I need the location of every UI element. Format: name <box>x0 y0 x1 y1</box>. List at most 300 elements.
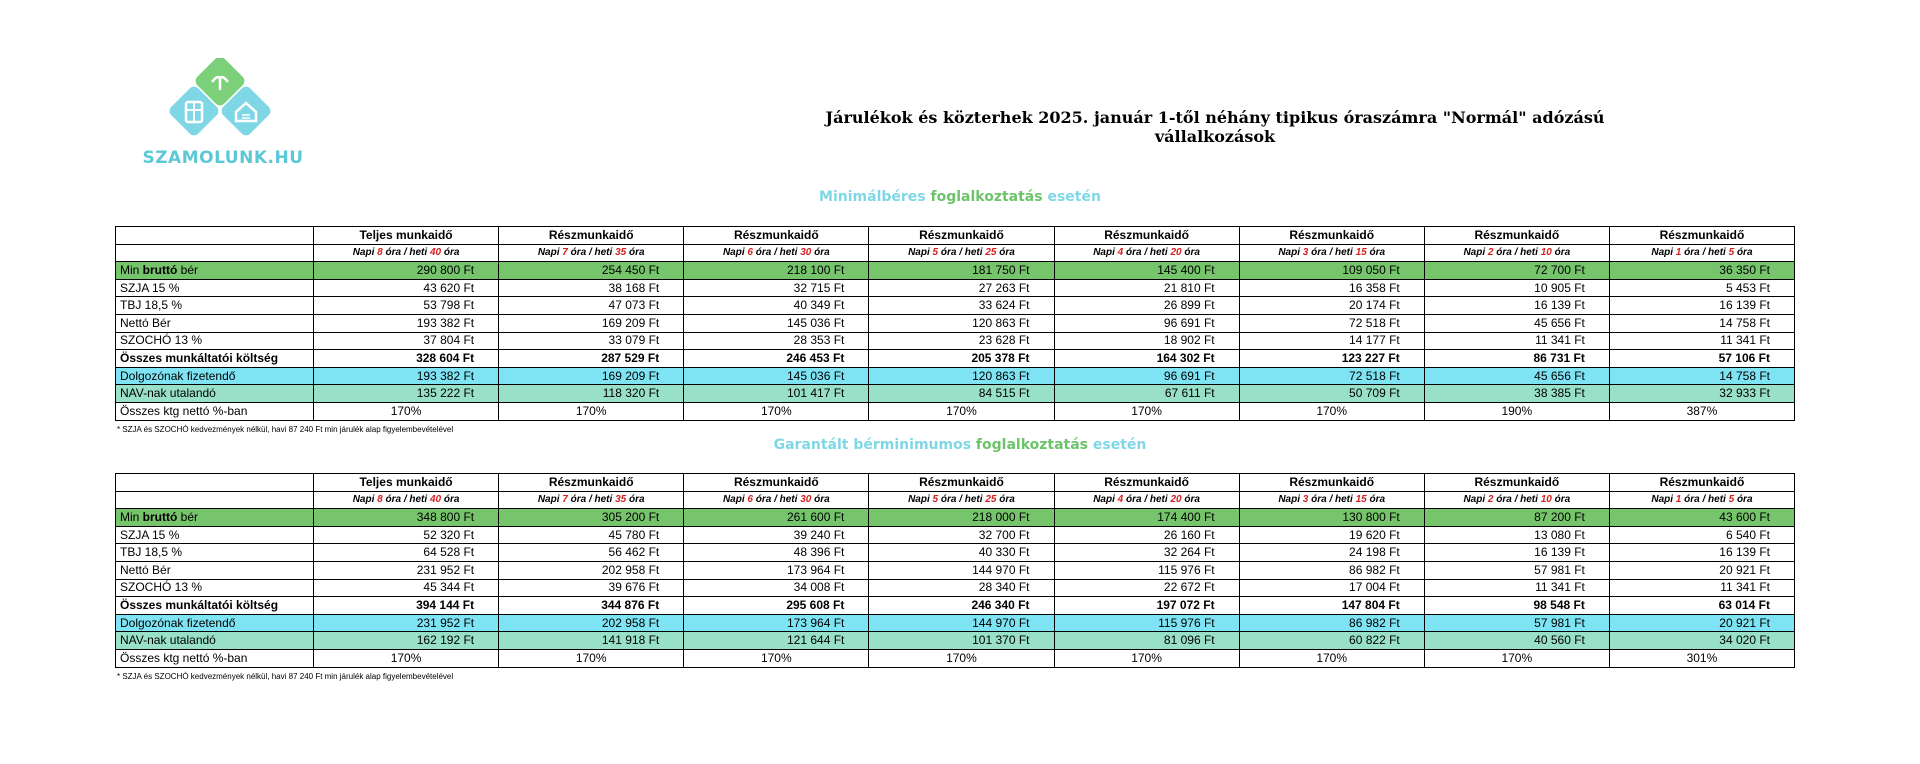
row-label-bold: bruttó <box>142 262 178 277</box>
value-cell: 87 200 Ft <box>1424 509 1609 527</box>
corner-cell <box>116 244 314 262</box>
table-row <box>116 526 1795 544</box>
row-label-text: Dolgozónak fizetendő <box>120 368 236 383</box>
column-header: Részmunkaidő <box>1424 227 1609 245</box>
napi-label: Napi <box>537 247 560 259</box>
daily-hours: 4 <box>1117 494 1124 506</box>
table-row <box>116 579 1795 597</box>
column-header: Részmunkaidő <box>499 474 684 492</box>
table-row <box>116 632 1795 650</box>
row-label <box>116 279 314 297</box>
section-title <box>0 437 1920 453</box>
value-cell: 254 450 Ft <box>499 262 684 280</box>
hours-cell <box>684 491 869 509</box>
value-cell: 246 453 Ft <box>684 350 869 368</box>
weekly-hours: 20 <box>1170 247 1182 259</box>
value-cell: 45 780 Ft <box>499 526 684 544</box>
ora-heti-label: óra / heti <box>940 247 983 259</box>
ora-label: óra <box>1369 494 1386 506</box>
column-header: Részmunkaidő <box>1239 227 1424 245</box>
value-cell: 144 970 Ft <box>869 614 1054 632</box>
row-label-text: Összes munkáltatói költség <box>120 597 279 612</box>
value-cell: 202 958 Ft <box>499 561 684 579</box>
column-header: Teljes munkaidő <box>314 474 499 492</box>
value-cell: 16 139 Ft <box>1609 297 1794 315</box>
napi-label: Napi <box>1278 494 1300 506</box>
row-label-text: TBJ 18,5 % <box>120 298 183 313</box>
column-header: Részmunkaidő <box>1424 474 1609 492</box>
value-cell: 170% <box>314 402 499 420</box>
table-row <box>116 262 1795 280</box>
value-cell: 53 798 Ft <box>314 297 499 315</box>
value-cell: 98 548 Ft <box>1424 597 1609 615</box>
value-cell: 145 036 Ft <box>684 314 869 332</box>
daily-hours: 5 <box>932 247 939 259</box>
value-cell: 109 050 Ft <box>1239 262 1424 280</box>
value-cell: 33 624 Ft <box>869 297 1054 315</box>
value-cell: 173 964 Ft <box>684 561 869 579</box>
row-label-text: NAV-nak utalandó <box>120 386 216 401</box>
ora-heti-label: óra / heti <box>570 247 613 259</box>
ora-label: óra <box>999 247 1015 259</box>
weekly-hours: 25 <box>985 247 997 259</box>
value-cell: 86 982 Ft <box>1239 614 1424 632</box>
value-cell: 170% <box>1239 402 1424 420</box>
value-cell: 123 227 Ft <box>1239 350 1424 368</box>
value-cell: 22 672 Ft <box>1054 579 1239 597</box>
value-cell: 141 918 Ft <box>499 632 684 650</box>
weekly-hours: 15 <box>1355 247 1367 259</box>
value-cell: 348 800 Ft <box>314 509 499 527</box>
value-cell: 120 863 Ft <box>869 314 1054 332</box>
ora-heti-label: óra / heti <box>570 494 613 506</box>
value-cell: 16 139 Ft <box>1609 544 1794 562</box>
weekly-hours: 5 <box>1728 494 1735 506</box>
value-cell: 64 528 Ft <box>314 544 499 562</box>
value-cell: 26 160 Ft <box>1054 526 1239 544</box>
row-label-text: Összes munkáltatói költség <box>120 350 279 365</box>
row-label-text: Nettó Bér <box>120 315 171 330</box>
row-label <box>116 632 314 650</box>
ora-label: óra <box>628 247 645 259</box>
value-cell: 33 079 Ft <box>499 332 684 350</box>
ora-label: óra <box>628 494 645 506</box>
value-cell: 34 020 Ft <box>1609 632 1794 650</box>
corner-cell <box>116 474 314 492</box>
value-cell: 32 264 Ft <box>1054 544 1239 562</box>
value-cell: 14 758 Ft <box>1609 367 1794 385</box>
value-cell: 60 822 Ft <box>1239 632 1424 650</box>
daily-hours: 1 <box>1675 494 1682 506</box>
napi-label: Napi <box>722 494 745 506</box>
value-cell: 170% <box>1239 649 1424 667</box>
row-label-bold: bruttó <box>142 509 178 524</box>
value-cell: 28 340 Ft <box>869 579 1054 597</box>
ora-label: óra <box>1369 247 1386 259</box>
ora-label: óra <box>814 494 830 506</box>
value-cell: 170% <box>499 402 684 420</box>
value-cell: 170% <box>1424 649 1609 667</box>
daily-hours: 7 <box>562 247 568 259</box>
value-cell: 290 800 Ft <box>314 262 499 280</box>
header-row <box>116 227 1795 245</box>
column-header: Részmunkaidő <box>684 227 869 245</box>
weekly-hours: 40 <box>429 494 442 506</box>
napi-label: Napi <box>1093 247 1115 259</box>
ora-heti-label: óra / heti <box>1125 247 1168 259</box>
value-cell: 170% <box>684 649 869 667</box>
value-cell: 193 382 Ft <box>314 314 499 332</box>
ora-label: óra <box>1184 494 1200 506</box>
column-header: Teljes munkaidő <box>314 227 499 245</box>
row-label <box>116 614 314 632</box>
row-label-text: Min <box>120 509 143 524</box>
hours-cell <box>869 491 1054 509</box>
row-label <box>116 402 314 420</box>
section-title-part: Garantált bérminimumos <box>773 437 976 453</box>
hours-cell <box>1054 244 1239 262</box>
value-cell: 38 168 Ft <box>499 279 684 297</box>
table-row <box>116 350 1795 368</box>
footnote: * SZJA és SZOCHÓ kedvezmények nélkül, havi 87 240 Ft min járulék alap figyelembevételével <box>117 672 454 681</box>
daily-hours: 5 <box>932 494 939 506</box>
value-cell: 40 349 Ft <box>684 297 869 315</box>
value-cell: 170% <box>314 649 499 667</box>
weekly-hours: 5 <box>1728 247 1735 259</box>
daily-hours: 8 <box>377 494 383 506</box>
ora-heti-label: óra / heti <box>1311 247 1353 259</box>
value-cell: 96 691 Ft <box>1054 314 1239 332</box>
ora-heti-label: óra / heti <box>1684 247 1726 259</box>
value-cell: 170% <box>684 402 869 420</box>
hours-cell <box>1609 244 1794 262</box>
napi-label: Napi <box>1278 247 1300 259</box>
table-row <box>116 314 1795 332</box>
value-cell: 43 600 Ft <box>1609 509 1794 527</box>
value-cell: 86 982 Ft <box>1239 561 1424 579</box>
value-cell: 16 139 Ft <box>1424 544 1609 562</box>
table-row <box>116 297 1795 315</box>
value-cell: 45 656 Ft <box>1424 314 1609 332</box>
napi-label: Napi <box>1651 494 1674 506</box>
column-header: Részmunkaidő <box>1239 474 1424 492</box>
value-cell: 169 209 Ft <box>499 314 684 332</box>
ora-heti-label: óra / heti <box>1496 494 1538 506</box>
value-cell: 190% <box>1424 402 1609 420</box>
section-title-part: esetén <box>1042 189 1101 205</box>
column-header: Részmunkaidő <box>1609 474 1794 492</box>
value-cell: 81 096 Ft <box>1054 632 1239 650</box>
table-row <box>116 544 1795 562</box>
napi-label: Napi <box>1463 494 1486 506</box>
table-row <box>116 385 1795 403</box>
value-cell: 84 515 Ft <box>869 385 1054 403</box>
value-cell: 39 240 Ft <box>684 526 869 544</box>
ora-label: óra <box>1554 494 1571 506</box>
value-cell: 5 453 Ft <box>1609 279 1794 297</box>
value-cell: 16 139 Ft <box>1424 297 1609 315</box>
daily-hours: 2 <box>1487 247 1494 259</box>
hours-row <box>116 491 1795 509</box>
value-cell: 17 004 Ft <box>1239 579 1424 597</box>
daily-hours: 6 <box>747 247 753 259</box>
daily-hours: 3 <box>1302 247 1309 259</box>
column-header: Részmunkaidő <box>869 227 1054 245</box>
value-cell: 39 676 Ft <box>499 579 684 597</box>
value-cell: 57 981 Ft <box>1424 561 1609 579</box>
value-cell: 169 209 Ft <box>499 367 684 385</box>
hours-cell <box>1239 491 1424 509</box>
document-title <box>0 108 1920 146</box>
value-cell: 162 192 Ft <box>314 632 499 650</box>
value-cell: 101 417 Ft <box>684 385 869 403</box>
row-label <box>116 332 314 350</box>
row-label <box>116 297 314 315</box>
value-cell: 287 529 Ft <box>499 350 684 368</box>
value-cell: 40 330 Ft <box>869 544 1054 562</box>
hours-cell <box>1424 244 1609 262</box>
value-cell: 32 700 Ft <box>869 526 1054 544</box>
value-cell: 145 036 Ft <box>684 367 869 385</box>
ora-heti-label: óra / heti <box>1684 494 1726 506</box>
weekly-hours: 35 <box>615 247 627 259</box>
hours-cell <box>1609 491 1794 509</box>
napi-label: Napi <box>1651 247 1674 259</box>
value-cell: 118 320 Ft <box>499 385 684 403</box>
value-cell: 170% <box>499 649 684 667</box>
value-cell: 19 620 Ft <box>1239 526 1424 544</box>
section-title-part: foglalkoztatás <box>975 437 1089 453</box>
value-cell: 170% <box>1054 649 1239 667</box>
value-cell: 197 072 Ft <box>1054 597 1239 615</box>
value-cell: 135 222 Ft <box>314 385 499 403</box>
table-row <box>116 279 1795 297</box>
value-cell: 57 106 Ft <box>1609 350 1794 368</box>
value-cell: 295 608 Ft <box>684 597 869 615</box>
weekly-hours: 30 <box>800 247 812 259</box>
daily-hours: 7 <box>562 494 568 506</box>
section-title-part: foglalkoztatás <box>930 189 1043 205</box>
row-label-text: Dolgozónak fizetendő <box>120 615 236 630</box>
section-title-part: esetén <box>1088 437 1147 453</box>
ora-label: óra <box>814 247 830 259</box>
row-label-text: NAV-nak utalandó <box>120 633 216 648</box>
value-cell: 26 899 Ft <box>1054 297 1239 315</box>
weekly-hours: 15 <box>1355 494 1367 506</box>
value-cell: 11 341 Ft <box>1609 579 1794 597</box>
row-label-suffix: bér <box>177 509 199 524</box>
value-cell: 32 933 Ft <box>1609 385 1794 403</box>
hours-cell <box>1239 244 1424 262</box>
ora-label: óra <box>1184 247 1200 259</box>
value-cell: 34 008 Ft <box>684 579 869 597</box>
hours-cell <box>499 244 684 262</box>
row-label <box>116 509 314 527</box>
value-cell: 6 540 Ft <box>1609 526 1794 544</box>
ora-label: óra <box>1554 247 1571 259</box>
ora-heti-label: óra / heti <box>1125 494 1168 506</box>
value-cell: 40 560 Ft <box>1424 632 1609 650</box>
weekly-hours: 10 <box>1540 247 1552 259</box>
hours-cell <box>684 244 869 262</box>
weekly-hours: 25 <box>985 494 997 506</box>
value-cell: 72 518 Ft <box>1239 314 1424 332</box>
logo-text: SZAMOLUNK.HU <box>142 148 304 168</box>
value-cell: 11 341 Ft <box>1424 332 1609 350</box>
hours-cell <box>1054 491 1239 509</box>
cost-table <box>115 473 1795 668</box>
section-title-part: Minimálbéres <box>819 189 931 205</box>
ora-label: óra <box>999 494 1015 506</box>
value-cell: 11 341 Ft <box>1609 332 1794 350</box>
value-cell: 344 876 Ft <box>499 597 684 615</box>
value-cell: 305 200 Ft <box>499 509 684 527</box>
value-cell: 24 198 Ft <box>1239 544 1424 562</box>
value-cell: 72 700 Ft <box>1424 262 1609 280</box>
daily-hours: 6 <box>747 494 753 506</box>
value-cell: 28 353 Ft <box>684 332 869 350</box>
weekly-hours: 10 <box>1540 494 1552 506</box>
row-label <box>116 350 314 368</box>
value-cell: 20 921 Ft <box>1609 614 1794 632</box>
value-cell: 218 100 Ft <box>684 262 869 280</box>
value-cell: 10 905 Ft <box>1424 279 1609 297</box>
value-cell: 115 976 Ft <box>1054 614 1239 632</box>
napi-label: Napi <box>1463 247 1486 259</box>
row-label <box>116 579 314 597</box>
row-label-suffix: bér <box>177 262 199 277</box>
value-cell: 193 382 Ft <box>314 367 499 385</box>
value-cell: 67 611 Ft <box>1054 385 1239 403</box>
weekly-hours: 40 <box>429 247 442 259</box>
column-header: Részmunkaidő <box>1609 227 1794 245</box>
value-cell: 115 976 Ft <box>1054 561 1239 579</box>
napi-label: Napi <box>352 494 375 506</box>
row-label-text: Összes ktg nettó %-ban <box>120 650 248 665</box>
ora-heti-label: óra / heti <box>1311 494 1353 506</box>
value-cell: 57 981 Ft <box>1424 614 1609 632</box>
ora-heti-label: óra / heti <box>755 247 798 259</box>
weekly-hours: 35 <box>615 494 627 506</box>
value-cell: 21 810 Ft <box>1054 279 1239 297</box>
header-row <box>116 474 1795 492</box>
value-cell: 72 518 Ft <box>1239 367 1424 385</box>
value-cell: 20 174 Ft <box>1239 297 1424 315</box>
hours-cell <box>314 491 499 509</box>
value-cell: 121 644 Ft <box>684 632 869 650</box>
column-header: Részmunkaidő <box>499 227 684 245</box>
daily-hours: 4 <box>1117 247 1124 259</box>
value-cell: 202 958 Ft <box>499 614 684 632</box>
row-label <box>116 385 314 403</box>
row-label <box>116 649 314 667</box>
row-label <box>116 526 314 544</box>
ora-heti-label: óra / heti <box>385 247 428 259</box>
table-row <box>116 367 1795 385</box>
value-cell: 36 350 Ft <box>1609 262 1794 280</box>
napi-label: Napi <box>722 247 745 259</box>
document-title-text: Járulékok és közterhek 2025. január 1-től néhány tipikus óraszámra "Normál" adózású vállalkozások <box>825 108 1605 146</box>
row-label-text: SZOCHÓ 13 % <box>120 580 203 595</box>
ora-heti-label: óra / heti <box>755 494 798 506</box>
value-cell: 301% <box>1609 649 1794 667</box>
value-cell: 170% <box>869 649 1054 667</box>
weekly-hours: 30 <box>800 494 812 506</box>
hours-cell <box>869 244 1054 262</box>
corner-cell <box>116 491 314 509</box>
section-title <box>0 189 1920 205</box>
value-cell: 174 400 Ft <box>1054 509 1239 527</box>
ora-heti-label: óra / heti <box>1496 247 1538 259</box>
row-label-text: SZOCHÓ 13 % <box>120 333 203 348</box>
value-cell: 181 750 Ft <box>869 262 1054 280</box>
ora-heti-label: óra / heti <box>385 494 428 506</box>
table-row <box>116 561 1795 579</box>
hours-cell <box>314 244 499 262</box>
value-cell: 170% <box>1054 402 1239 420</box>
value-cell: 38 385 Ft <box>1424 385 1609 403</box>
row-label-text: SZJA 15 % <box>120 527 180 542</box>
column-header: Részmunkaidő <box>684 474 869 492</box>
value-cell: 231 952 Ft <box>314 561 499 579</box>
napi-label: Napi <box>908 247 930 259</box>
value-cell: 43 620 Ft <box>314 279 499 297</box>
value-cell: 45 344 Ft <box>314 579 499 597</box>
value-cell: 387% <box>1609 402 1794 420</box>
row-label <box>116 367 314 385</box>
value-cell: 50 709 Ft <box>1239 385 1424 403</box>
value-cell: 63 014 Ft <box>1609 597 1794 615</box>
value-cell: 130 800 Ft <box>1239 509 1424 527</box>
hours-cell <box>1424 491 1609 509</box>
value-cell: 86 731 Ft <box>1424 350 1609 368</box>
value-cell: 170% <box>869 402 1054 420</box>
row-label-text: SZJA 15 % <box>120 280 180 295</box>
hours-cell <box>499 491 684 509</box>
value-cell: 14 177 Ft <box>1239 332 1424 350</box>
value-cell: 205 378 Ft <box>869 350 1054 368</box>
table-row <box>116 649 1795 667</box>
value-cell: 16 358 Ft <box>1239 279 1424 297</box>
table-row <box>116 597 1795 615</box>
daily-hours: 1 <box>1675 247 1682 259</box>
value-cell: 246 340 Ft <box>869 597 1054 615</box>
value-cell: 37 804 Ft <box>314 332 499 350</box>
daily-hours: 8 <box>377 247 383 259</box>
column-header: Részmunkaidő <box>1054 474 1239 492</box>
ora-heti-label: óra / heti <box>940 494 983 506</box>
row-label-text: Min <box>120 262 143 277</box>
daily-hours: 3 <box>1302 494 1309 506</box>
value-cell: 27 263 Ft <box>869 279 1054 297</box>
ora-label: óra <box>443 247 460 259</box>
row-label <box>116 597 314 615</box>
corner-cell <box>116 227 314 245</box>
napi-label: Napi <box>352 247 375 259</box>
value-cell: 96 691 Ft <box>1054 367 1239 385</box>
hours-row <box>116 244 1795 262</box>
napi-label: Napi <box>537 494 560 506</box>
table-row <box>116 614 1795 632</box>
value-cell: 147 804 Ft <box>1239 597 1424 615</box>
value-cell: 11 341 Ft <box>1424 579 1609 597</box>
row-label <box>116 262 314 280</box>
row-label <box>116 544 314 562</box>
value-cell: 144 970 Ft <box>869 561 1054 579</box>
value-cell: 47 073 Ft <box>499 297 684 315</box>
footnote: * SZJA és SZOCHÓ kedvezmények nélkül, havi 87 240 Ft min járulék alap figyelembevételével <box>117 425 454 434</box>
table-row <box>116 402 1795 420</box>
